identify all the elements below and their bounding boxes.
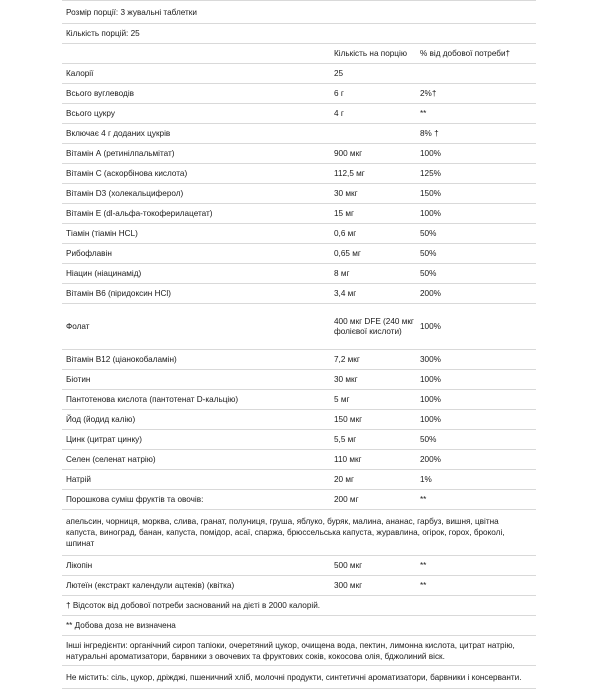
nutrient-row (62, 450, 536, 470)
servings-row (62, 24, 536, 44)
nutrient-name: Фолат (66, 322, 90, 331)
nutrient-dv: ** (420, 561, 427, 570)
not-contains: Не містить: сіль, цукор, дріжджі, пшеничний хліб, молочні продукти, синтетичні ароматизатори, барвники і консерванти. (66, 672, 522, 682)
nutrient-dv: 50% (420, 435, 437, 444)
nutrient-row (62, 244, 536, 264)
nutrient-dv: ** (420, 109, 427, 118)
nutrient-dv: 200% (420, 455, 441, 464)
nutrient-row (62, 470, 536, 490)
nutrient-row (62, 184, 536, 204)
nutrient-name: Лютеїн (екстракт календули ацтеків) (квітка) (66, 581, 235, 590)
nutrient-name: Вітамін В12 (ціанокобаламін) (66, 355, 177, 364)
nutrient-dv: 100% (420, 209, 441, 218)
footnote-undefined-row (62, 616, 536, 636)
header-amount: Кількість на порцію (334, 49, 407, 58)
nutrient-name: Йод (йодид калію) (66, 415, 136, 424)
header-row (62, 44, 536, 64)
nutrient-row (62, 430, 536, 450)
nutrient-dv: 100% (420, 395, 441, 404)
nutrient-amount: 400 мкг DFE (240 мкг фолієвої кислоти) (334, 316, 414, 336)
nutrient-name: Селен (селенат натрію) (66, 455, 156, 464)
nutrient-amount: 300 мкг (334, 581, 363, 590)
footnote-undefined: ** Добова доза не визначена (66, 621, 176, 630)
nutrient-amount: 0,6 мг (334, 229, 357, 238)
nutrient-dv: 300% (420, 355, 441, 364)
nutrient-name: Лікопін (66, 561, 93, 570)
nutrient-amount: 25 (334, 69, 344, 78)
nutrient-name: Ніацин (ніацинамід) (66, 269, 142, 278)
nutrient-dv: 8% † (420, 129, 439, 138)
nutrient-dv (420, 64, 536, 83)
nutrient-amount: 5,5 мг (334, 435, 357, 444)
nutrient-amount: 150 мкг (334, 415, 363, 424)
nutrient-amount: 0,65 мг (334, 249, 361, 258)
nutrient-row (62, 410, 536, 430)
nutrient-row (62, 144, 536, 164)
nutrient-name: Вітамін А (ретинілпальмітат) (66, 149, 175, 158)
header-dv: % від добової потреби† (420, 49, 511, 58)
not-contains-row (62, 666, 536, 689)
nutrient-name: Біотин (66, 375, 91, 384)
fruit-list: апельсин, чорниця, морква, слива, гранат, полуниця, груша, яблуко, буряк, малина, ананас, гарбуз, вишня, цвітна капуста, виноград, банан, капуста, помідор, асаї, спаржа, брюссельська капуста, журавлина, огірок, горох, броколі, шпинат (66, 517, 505, 549)
nutrient-amount: 900 мкг (334, 149, 363, 158)
supplement-facts-table (62, 0, 536, 689)
nutrient-row (62, 104, 536, 124)
nutrient-dv: 1% (420, 475, 432, 484)
nutrient-dv: 100% (420, 149, 441, 158)
nutrient-row (62, 204, 536, 224)
nutrient-dv: 125% (420, 169, 441, 178)
nutrient-amount: 6 г (334, 89, 344, 98)
fruit-list-row (62, 510, 536, 556)
serving-size: Розмір порції: 3 жувальні таблетки (66, 7, 197, 17)
nutrient-amount (334, 124, 420, 143)
footnote-dv-row (62, 596, 536, 616)
nutrient-row (62, 490, 536, 510)
nutrient-row (62, 370, 536, 390)
nutrient-dv: 50% (420, 269, 437, 278)
folate-row (62, 304, 536, 350)
nutrient-amount: 5 мг (334, 395, 350, 404)
nutrient-name: Натрій (66, 475, 91, 484)
nutrient-amount: 500 мкг (334, 561, 363, 570)
nutrient-amount: 4 г (334, 109, 344, 118)
nutrient-amount: 112,5 мг (334, 169, 365, 178)
nutrient-dv: ** (420, 495, 427, 504)
nutrient-row (62, 264, 536, 284)
nutrient-row (62, 284, 536, 304)
nutrient-row (62, 164, 536, 184)
nutrient-dv: 200% (420, 289, 441, 298)
other-ingredients: Інші інгредієнти: органічний сироп тапіоки, очеретяний цукор, очищена вода, пектин, лимонна кислота, цитрат натрію, натуральні ароматизатори, барвники з овочевих та фруктових соків, кокосова олія, бджолиний віск. (66, 641, 515, 662)
nutrient-name: Порошкова суміш фруктів та овочів: (66, 495, 204, 504)
nutrient-dv: 50% (420, 249, 437, 258)
nutrient-name: Вітамін С (аскорбінова кислота) (66, 169, 188, 178)
nutrient-row (62, 224, 536, 244)
nutrient-amount: 30 мкг (334, 189, 358, 198)
nutrient-dv: 50% (420, 229, 437, 238)
nutrient-row (62, 390, 536, 410)
nutrient-row (62, 124, 536, 144)
nutrient-amount: 200 мг (334, 495, 359, 504)
nutrient-name: Включає 4 г доданих цукрів (66, 129, 171, 138)
nutrient-name: Вітамін В6 (піридоксин HCl) (66, 289, 171, 298)
nutrient-row (62, 64, 536, 84)
nutrient-dv: 100% (420, 415, 441, 424)
nutrient-row (62, 556, 536, 576)
nutrient-name: Вітамін E (dl-альфа-токоферилацетат) (66, 209, 213, 218)
nutrient-amount: 20 мг (334, 475, 354, 484)
nutrient-amount: 7,2 мкг (334, 355, 360, 364)
nutrient-amount: 3,4 мг (334, 289, 357, 298)
nutrient-row (62, 350, 536, 370)
footnote-dv: † Відсоток від добової потреби заснований на дієті в 2000 калорій. (66, 601, 321, 610)
other-ingredients-row (62, 636, 536, 666)
nutrient-amount: 30 мкг (334, 375, 358, 384)
nutrient-amount: 15 мг (334, 209, 354, 218)
nutrient-amount: 110 мкг (334, 455, 362, 464)
nutrient-name: Пантотенова кислота (пантотенат D-кальцію) (66, 395, 239, 404)
nutrient-dv: 100% (420, 375, 441, 384)
nutrient-name: Цинк (цитрат цинку) (66, 435, 142, 444)
nutrient-row (62, 576, 536, 596)
nutrient-name: Всього цукру (66, 109, 115, 118)
nutrient-name: Рибофлавін (66, 249, 112, 258)
serving-size-row (62, 1, 536, 24)
nutrient-name: Всього вуглеводів (66, 89, 134, 98)
nutrient-row (62, 84, 536, 104)
nutrient-amount: 8 мг (334, 269, 350, 278)
nutrient-name: Вітамін D3 (холекальциферол) (66, 189, 184, 198)
nutrient-dv: ** (420, 581, 427, 590)
nutrient-dv: 150% (420, 189, 441, 198)
servings-count: Кількість порцій: 25 (66, 29, 140, 38)
nutrient-dv: 100% (420, 322, 441, 331)
nutrient-dv: 2%† (420, 89, 437, 98)
nutrient-name: Тіамін (тіамін HCL) (66, 229, 138, 238)
nutrient-name: Калорії (66, 69, 94, 78)
